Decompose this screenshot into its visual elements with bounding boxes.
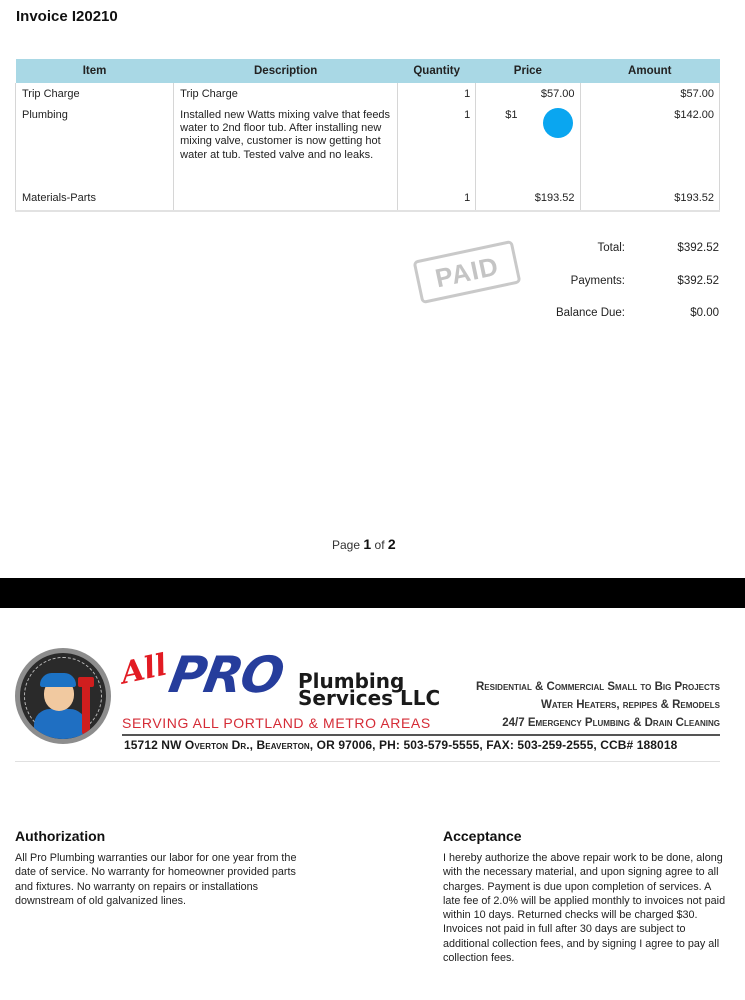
plumber-mascot-icon <box>15 648 111 744</box>
table-header-row <box>16 59 720 83</box>
cell-amount: $57.00 <box>580 83 719 106</box>
cell-price: $193.52 <box>476 189 580 211</box>
brand-line-1: Plumbing <box>298 669 405 693</box>
column-header-description: Description <box>174 59 398 83</box>
mascot-shirt <box>34 709 86 744</box>
column-header-item: Item <box>16 59 174 83</box>
company-address: 15712 NW Overton Dr., Beaverton, OR 97006, PH: 503-579-5555, FAX: 503-259-2555, CCB# 188018 <box>124 738 678 752</box>
company-letterhead <box>15 648 720 768</box>
authorization-title: Authorization <box>15 828 106 844</box>
cell-item: Plumbing <box>16 106 174 189</box>
table-row <box>16 106 720 189</box>
column-header-quantity: Quantity <box>398 59 476 83</box>
authorization-body: All Pro Plumbing warranties our labor for one year from the date of service. No warranty for homeowner provided parts and fixtures. No warranty on repairs or installations downstream of old galvanized lines. <box>15 852 297 907</box>
cell-amount: $142.00 <box>580 106 719 189</box>
acceptance-body: I hereby authorize the above repair work to be done, along with the necessary material, and upon signing agree to all charges. Payment is due upon completion of services. A late fee of 2.0% will be applied monthly to invoices not paid within 10 days. Returned checks will be charged $30. Invoices not paid in full after 30 days are subject to additional collection fees, and by signing I agree to pay all collection fees. <box>443 852 726 965</box>
cell-item: Materials-Parts <box>16 189 174 211</box>
page-current: 1 <box>363 536 372 552</box>
balance-due-value: $0.00 <box>690 307 719 319</box>
cell-price: $57.00 <box>476 83 580 106</box>
touch-indicator <box>543 108 573 138</box>
cell-item: Trip Charge <box>16 83 174 106</box>
brand-pro: PRO <box>164 646 287 704</box>
column-header-price: Price <box>476 59 580 83</box>
invoice-page-2 <box>0 608 745 1000</box>
service-item: Residential & Commercial Small to Big Projects <box>475 681 720 693</box>
page-separator: of <box>374 538 385 552</box>
mascot-cap <box>40 673 76 687</box>
cell-description <box>174 106 398 189</box>
cell-quantity: 1 <box>398 106 476 189</box>
brand-line-2: Services LLC <box>298 686 441 710</box>
payments-label: Payments: <box>570 275 625 287</box>
total-label: Total: <box>597 242 625 254</box>
table-row <box>16 189 720 211</box>
payments-value: $392.52 <box>677 275 719 287</box>
page-total: 2 <box>387 536 396 552</box>
balance-due-label: Balance Due: <box>555 307 625 319</box>
letterhead-bottom-rule <box>15 761 720 762</box>
brand-name <box>298 669 441 710</box>
service-item: Water Heaters, repipes & Remodels <box>540 699 720 711</box>
cell-amount: $193.52 <box>580 189 719 211</box>
table-row <box>16 83 720 106</box>
cell-description <box>174 189 398 211</box>
page-prefix: Page <box>332 538 361 552</box>
service-item: 24/7 Emergency Plumbing & Drain Cleaning <box>502 717 720 729</box>
acceptance-title: Acceptance <box>443 828 522 844</box>
brand-all: All <box>117 647 171 692</box>
column-header-amount: Amount <box>580 59 719 83</box>
company-tagline: SERVING ALL PORTLAND & METRO AREAS <box>122 715 431 731</box>
description-text: Installed new Watts mixing valve that feeds water to 2nd floor tub. After installing new mixing valve, customer is now getting hot water at tub. Tested valve and no leaks. <box>180 109 391 161</box>
cell-description: Trip Charge <box>174 83 398 106</box>
cell-quantity: 1 <box>398 189 476 211</box>
total-value: $392.52 <box>677 242 719 254</box>
paid-stamp: PAID <box>413 240 522 304</box>
page-indicator <box>332 536 396 552</box>
invoice-title: Invoice I20210 <box>16 8 118 25</box>
line-items-table <box>15 59 720 212</box>
price-partial-text: $1 <box>505 109 518 121</box>
pipe-wrench-icon <box>82 681 90 735</box>
letterhead-divider <box>122 734 720 736</box>
page-break-band <box>0 578 745 608</box>
cell-quantity: 1 <box>398 83 476 106</box>
services-list <box>476 678 720 732</box>
